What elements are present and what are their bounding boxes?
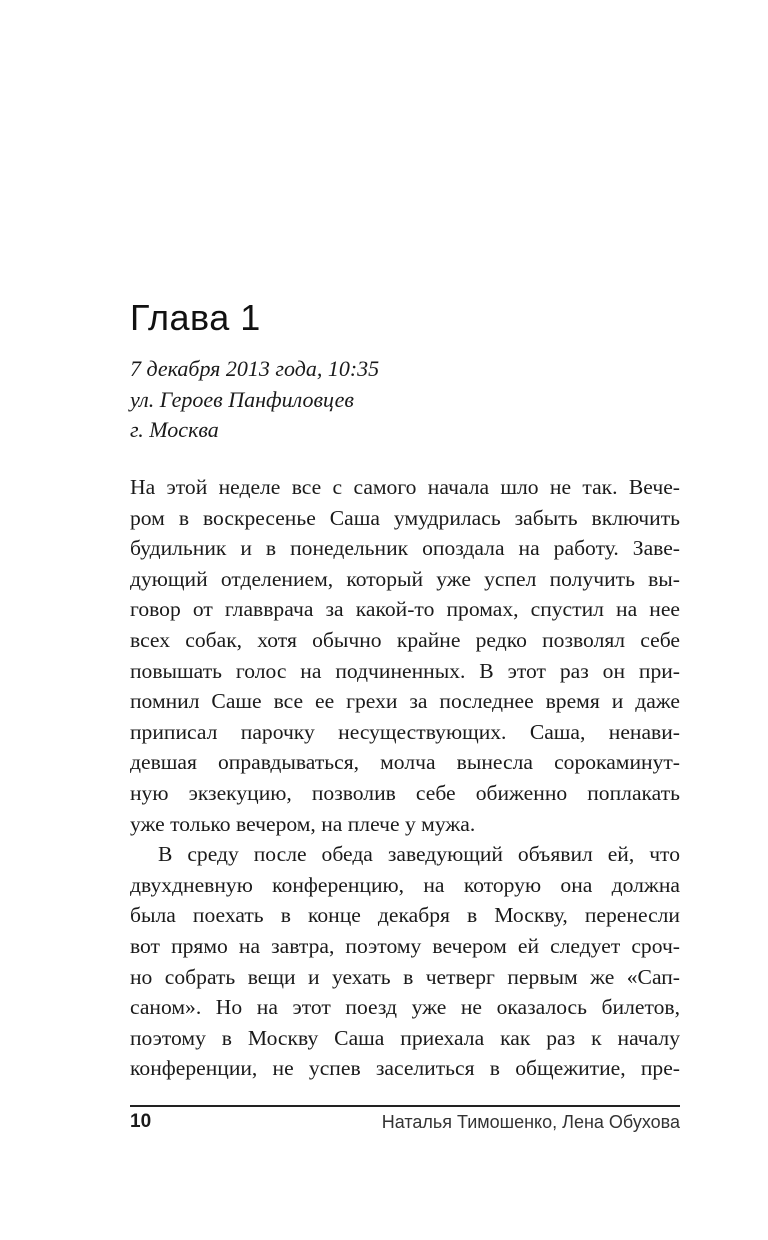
text-line: будильник и в понедельник опоздала на работу. Заве- [130, 536, 680, 561]
text-line: ром в воскресенье Саша умудрилась забыть включить [130, 505, 680, 530]
text-line: вот прямо на завтра, поэтому вечером ей следует сроч- [130, 933, 680, 958]
text-line: помнил Саше все ее грехи за последнее время и даже [130, 689, 680, 714]
text-line: двухдневную конференцию, на которую она должна [130, 872, 680, 897]
text-line: повышать голос на подчиненных. В этот раз он при- [130, 658, 680, 683]
chapter-epigraph [130, 354, 690, 446]
paragraph-2 [130, 839, 680, 1084]
text-line: всех собак, хотя обычно крайне редко позволял себе [130, 627, 680, 652]
text-line: ную экзекуцию, позволив себе обиженно поплакать [130, 780, 680, 805]
running-footer-authors: Наталья Тимошенко, Лена Обухова [381, 1112, 680, 1132]
chapter-body [130, 472, 680, 1084]
text-line: поэтому в Москву Саша приехала как раз к началу [130, 1025, 680, 1050]
text-line: приписал парочку несуществующих. Саша, ненави- [130, 719, 680, 744]
text-line: дующий отделением, который уже успел получить вы- [130, 566, 680, 591]
text-line: но собрать вещи и уехать в четверг первым же «Сап- [130, 964, 680, 989]
city-line: г. Москва [130, 417, 219, 442]
text-line: саном». Но на этот поезд уже не оказалось билетов, [130, 995, 680, 1020]
page-number: 10 [130, 1111, 152, 1132]
text-line: девшая оправдываться, молча вынесла сорокаминут- [130, 750, 680, 775]
text-line: В среду после обеда заведующий объявил ей, что [158, 842, 680, 867]
text-line: На этой неделе все с самого начала шло не так. Вече- [130, 475, 680, 499]
paragraph-1 [130, 472, 680, 839]
text-line: говор от главврача за какой-то промах, спустил на нее [130, 597, 680, 622]
chapter-title: Глава 1 [130, 297, 261, 338]
date-time-line: 7 декабря 2013 года, 10:35 [130, 356, 380, 381]
footer-divider [130, 1105, 680, 1107]
street-line: ул. Героев Панфиловцев [130, 386, 354, 412]
text-line: конференции, не успев заселиться в общежитие, пре- [130, 1056, 680, 1081]
text-line: уже только вечером, на плече у мужа. [130, 811, 476, 836]
text-line: была поехать в конце декабря в Москву, перенесли [130, 903, 680, 928]
